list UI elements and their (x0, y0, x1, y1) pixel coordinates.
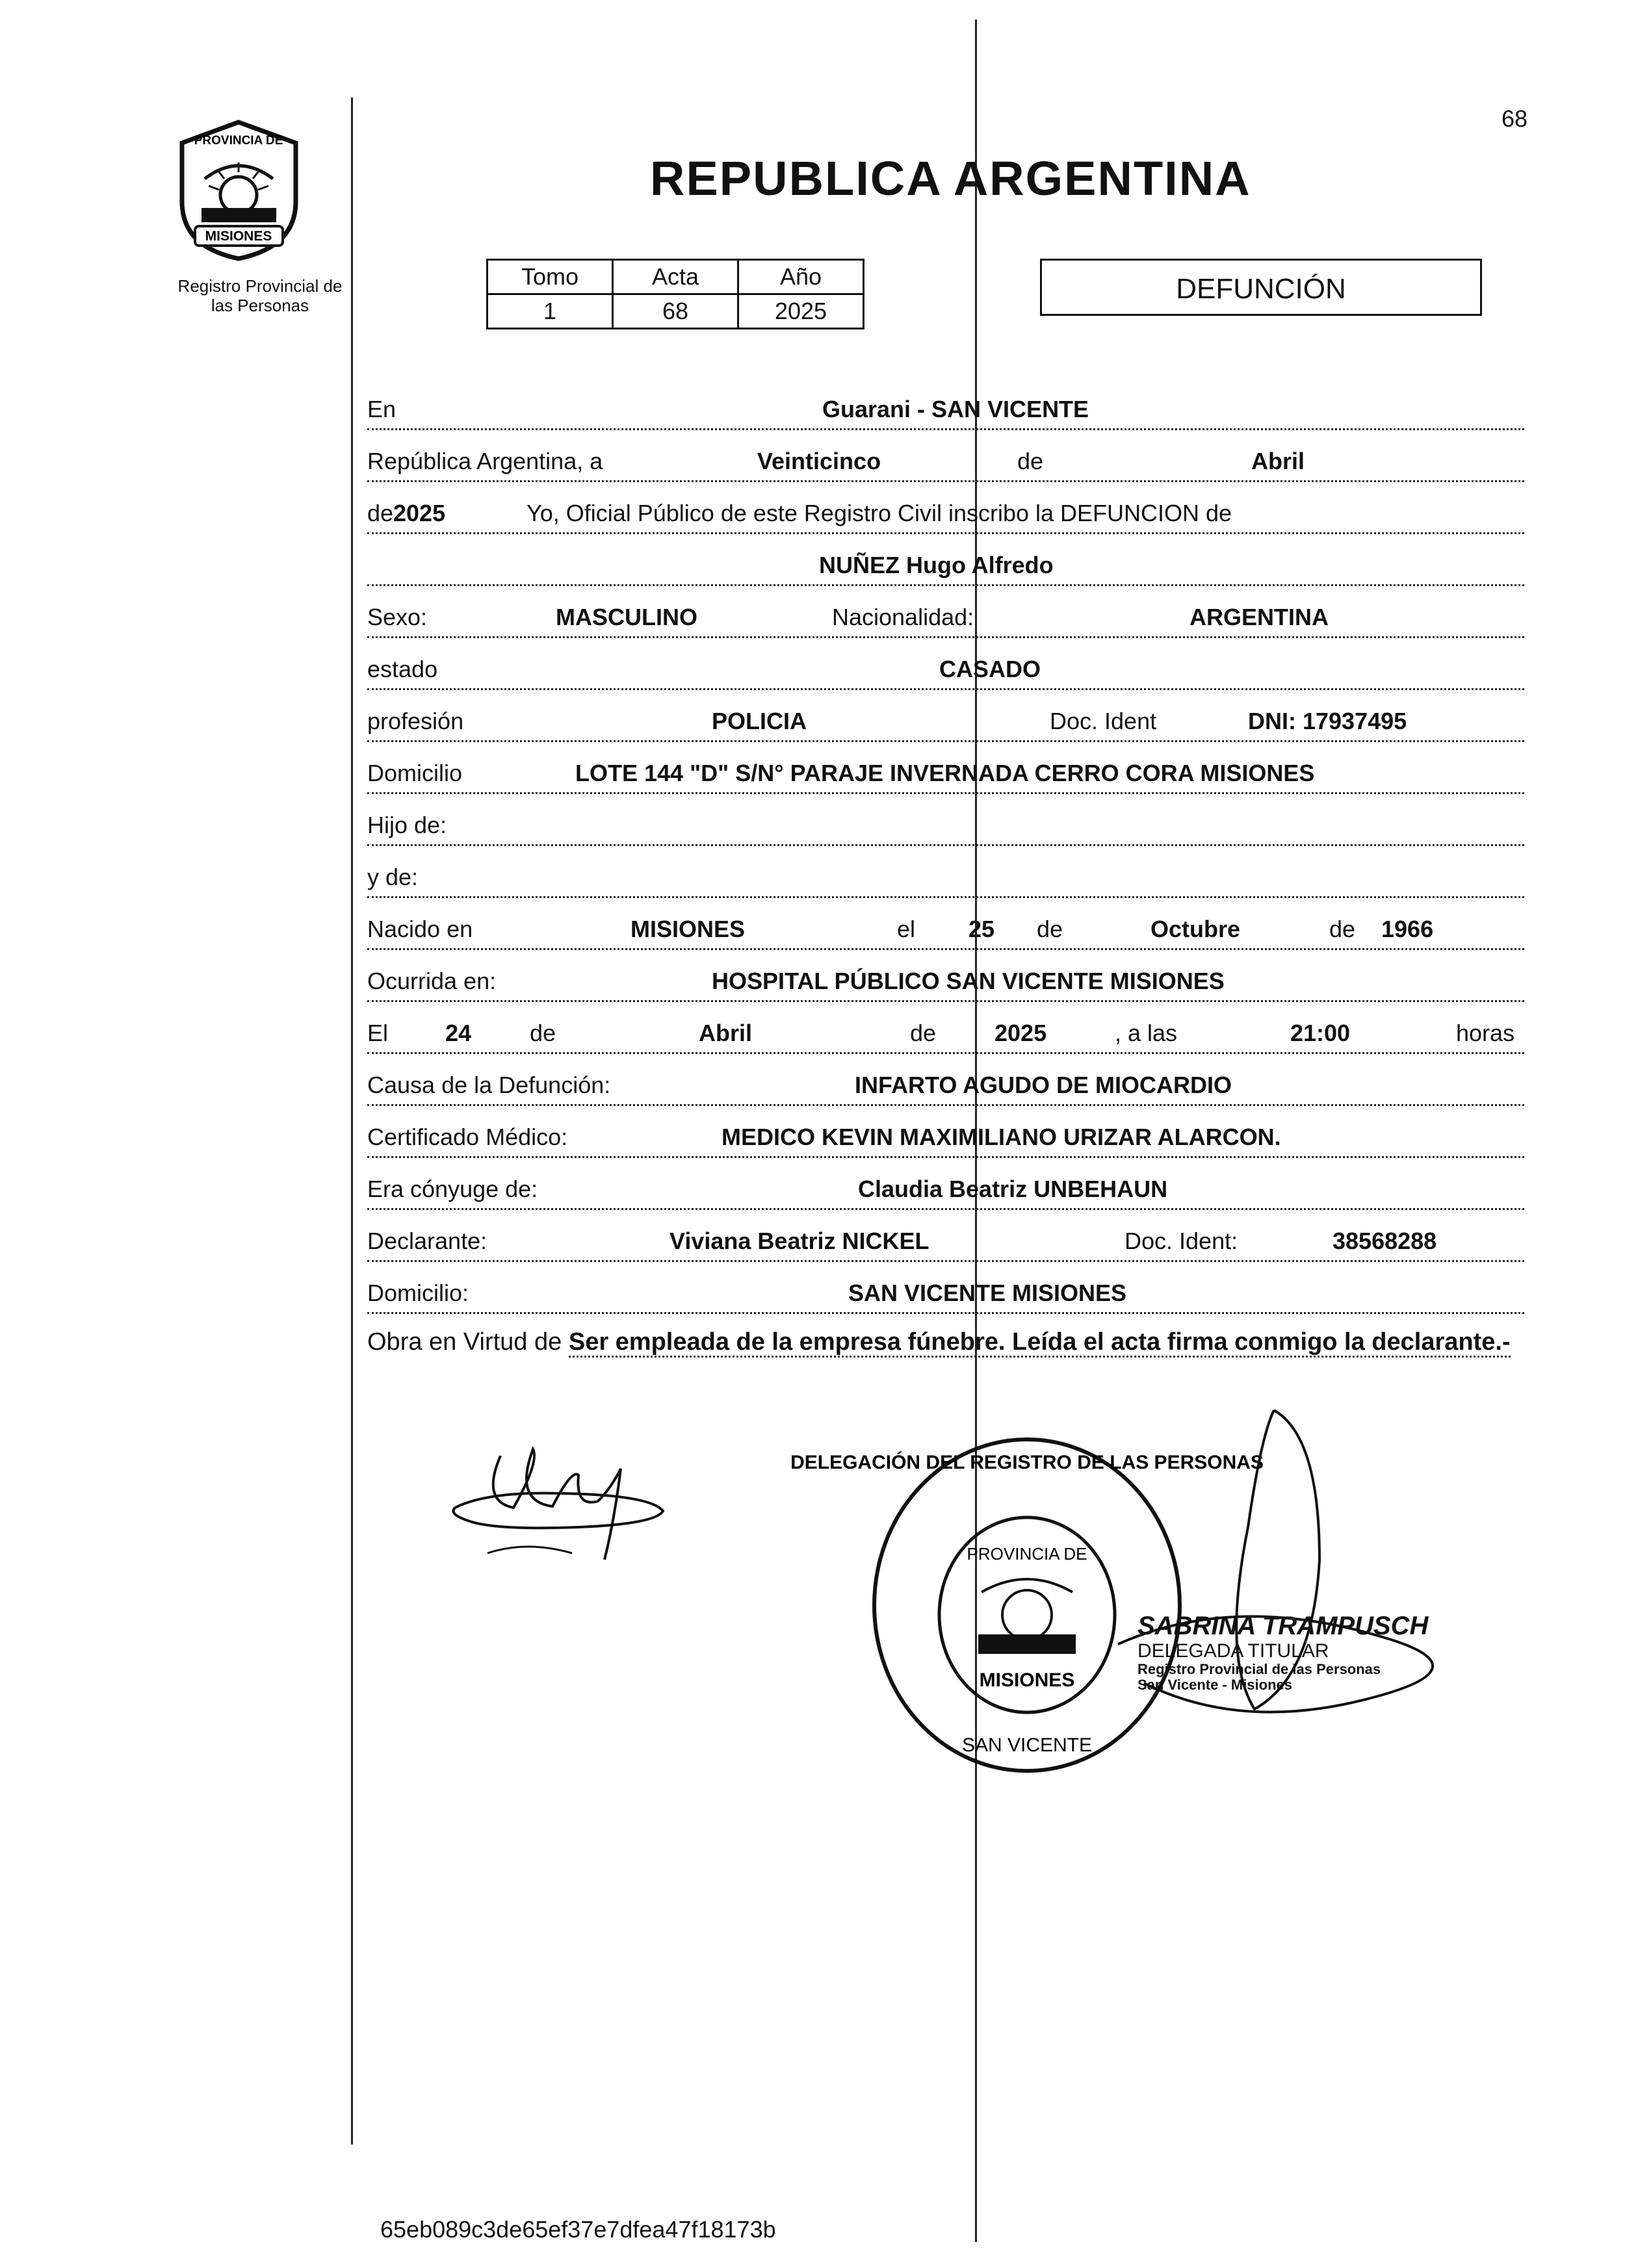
month-value: Abril (1251, 448, 1305, 474)
conyuge-value: Claudia Beatriz UNBEHAUN (858, 1176, 1168, 1202)
causa-value: INFARTO AGUDO DE MIOCARDIO (855, 1072, 1232, 1098)
domicilio-label: Domicilio (367, 760, 463, 786)
ocurrida-value: HOSPITAL PÚBLICO SAN VICENTE MISIONES (712, 968, 1225, 994)
page-title: REPUBLICA ARGENTINA (650, 151, 1251, 205)
doc-ident-value: DNI: 17937495 (1248, 708, 1407, 734)
row-estado (367, 638, 1524, 690)
row-domicilio-declarante (367, 1262, 1524, 1314)
emblem-caption (150, 276, 370, 315)
fecha-dia-value: 24 (445, 1020, 472, 1046)
row-fecha-acta (367, 430, 1524, 482)
row-en (367, 378, 1524, 430)
row-profesion (367, 690, 1524, 742)
officer-stamp-text (1138, 1612, 1462, 1693)
horas-label: horas (1456, 1020, 1515, 1046)
el2-label: El (367, 1020, 389, 1046)
en-label: En (367, 396, 396, 422)
declarante-value: Viviana Beatriz NICKEL (670, 1228, 930, 1254)
registry-value-row (488, 294, 864, 329)
row-domicilio (367, 742, 1524, 794)
misiones-emblem-icon (166, 117, 312, 263)
row-nacido (367, 898, 1524, 950)
year-value: 2025 (393, 500, 446, 526)
de-label: de (1017, 448, 1044, 474)
row-deceased-name (367, 534, 1524, 586)
hora-value: 21:00 (1290, 1020, 1351, 1046)
stamp-inner-bottom: MISIONES (979, 1669, 1075, 1691)
nacido-de-label-2: de (1329, 916, 1356, 942)
row-obra (367, 1314, 1524, 1361)
republica-label: República Argentina, a (367, 448, 603, 474)
deceased-name-value: NUÑEZ Hugo Alfredo (819, 552, 1054, 578)
certificado-label: Certificado Médico: (367, 1124, 568, 1150)
row-statement (367, 482, 1524, 534)
officer-title: DELEGADA TITULAR (1138, 1640, 1329, 1662)
row-fecha-defuncion (367, 1002, 1524, 1054)
emblem-text-top: PROVINCIA DE (194, 134, 283, 148)
row-conyuge (367, 1158, 1524, 1210)
registry-header-anio: Año (738, 260, 864, 294)
doc-ident-label: Doc. Ident (1050, 708, 1157, 734)
registry-value-acta: 68 (613, 294, 738, 329)
registry-table (486, 259, 864, 329)
emblem-text-bottom: MISIONES (205, 229, 272, 244)
doc2-value: 38568288 (1332, 1228, 1437, 1254)
emblem-caption-line2: las Personas (211, 296, 309, 315)
record-type-box: DEFUNCIÓN (1040, 259, 1482, 316)
declarante-label: Declarante: (367, 1228, 488, 1254)
domicilio-value: LOTE 144 "D" S/N° PARAJE INVERNADA CERRO CORA MISIONES (575, 760, 1315, 786)
death-record-form (367, 378, 1524, 1361)
obra-value: Ser empleada de la empresa fúnebre. Leída el acta firma conmigo la declarante.- (569, 1328, 1511, 1358)
doc2-label: Doc. Ident: (1124, 1228, 1238, 1254)
domicilio2-value: SAN VICENTE MISIONES (848, 1280, 1127, 1306)
nacido-mes-value: Octubre (1150, 916, 1241, 942)
emblem-caption-line1: Registro Provincial de (177, 276, 343, 296)
stamp-outer-text: DELEGACIÓN DEL REGISTRO DE LAS PERSONAS (790, 1452, 1264, 1473)
causa-label: Causa de la Defunción: (367, 1072, 611, 1098)
fecha-de-label-1: de (530, 1020, 556, 1046)
row-yde (367, 846, 1524, 898)
nacido-anio-value: 1966 (1381, 916, 1434, 942)
sexo-value: MASCULINO (556, 604, 697, 630)
en-value: Guarani - SAN VICENTE (822, 396, 1089, 422)
stamp-bottom-text: SAN VICENTE (961, 1734, 1093, 1756)
officer-org: Registro Provincial de las Personas (1138, 1661, 1381, 1677)
row-sexo (367, 586, 1524, 638)
day-words-value: Veinticinco (757, 448, 881, 474)
declarant-signature-icon (442, 1430, 676, 1579)
nacido-lugar-value: MISIONES (630, 916, 746, 942)
ocurrida-label: Ocurrida en: (367, 968, 497, 994)
nacido-label: Nacido en (367, 916, 473, 942)
registry-value-tomo: 1 (488, 294, 613, 329)
row-declarante (367, 1210, 1524, 1262)
domicilio2-label: Domicilio: (367, 1280, 469, 1306)
obra-label: Obra en Virtud de (367, 1328, 562, 1356)
fecha-anio-value: 2025 (994, 1020, 1047, 1046)
officer-name: SABRINA TRAMPUSCH (1138, 1612, 1429, 1640)
profesion-value: POLICIA (712, 708, 807, 734)
page-number: 68 (1502, 105, 1528, 132)
de-label-2: de (367, 500, 394, 526)
document-hash: 65eb089c3de65ef37e7dfea47f18173b (380, 2216, 776, 2243)
conyuge-label: Era cónyuge de: (367, 1176, 538, 1202)
estado-value: CASADO (939, 656, 1041, 682)
row-ocurrida (367, 950, 1524, 1002)
yde-label: y de: (367, 864, 419, 890)
registry-value-anio: 2025 (738, 294, 864, 329)
nacionalidad-label: Nacionalidad: (832, 604, 974, 630)
hijo-label: Hijo de: (367, 812, 447, 838)
margin-line (351, 97, 353, 2145)
nacido-de-label-1: de (1037, 916, 1063, 942)
row-certificado (367, 1106, 1524, 1158)
registry-header-tomo: Tomo (488, 260, 613, 294)
row-causa (367, 1054, 1524, 1106)
profesion-label: profesión (367, 708, 464, 734)
registry-header-acta: Acta (613, 260, 738, 294)
sexo-label: Sexo: (367, 604, 428, 630)
row-hijo (367, 794, 1524, 846)
stamp-inner-top: PROVINCIA DE (967, 1544, 1087, 1564)
alas-label: , a las (1115, 1020, 1178, 1046)
fecha-mes-value: Abril (699, 1020, 753, 1046)
estado-label: estado (367, 656, 438, 682)
nacionalidad-value: ARGENTINA (1190, 604, 1329, 630)
registry-header-row (488, 260, 864, 294)
el-label: el (897, 916, 916, 942)
officer-signature-icon (1105, 1397, 1469, 1761)
fecha-de-label-2: de (910, 1020, 937, 1046)
officer-location: San Vicente - Misiones (1138, 1677, 1293, 1693)
nacido-dia-value: 25 (968, 916, 995, 942)
statement-text: Yo, Oficial Público de este Registro Civil inscribo la DEFUNCION de (526, 500, 1232, 526)
certificado-value: MEDICO KEVIN MAXIMILIANO URIZAR ALARCON. (722, 1124, 1281, 1150)
